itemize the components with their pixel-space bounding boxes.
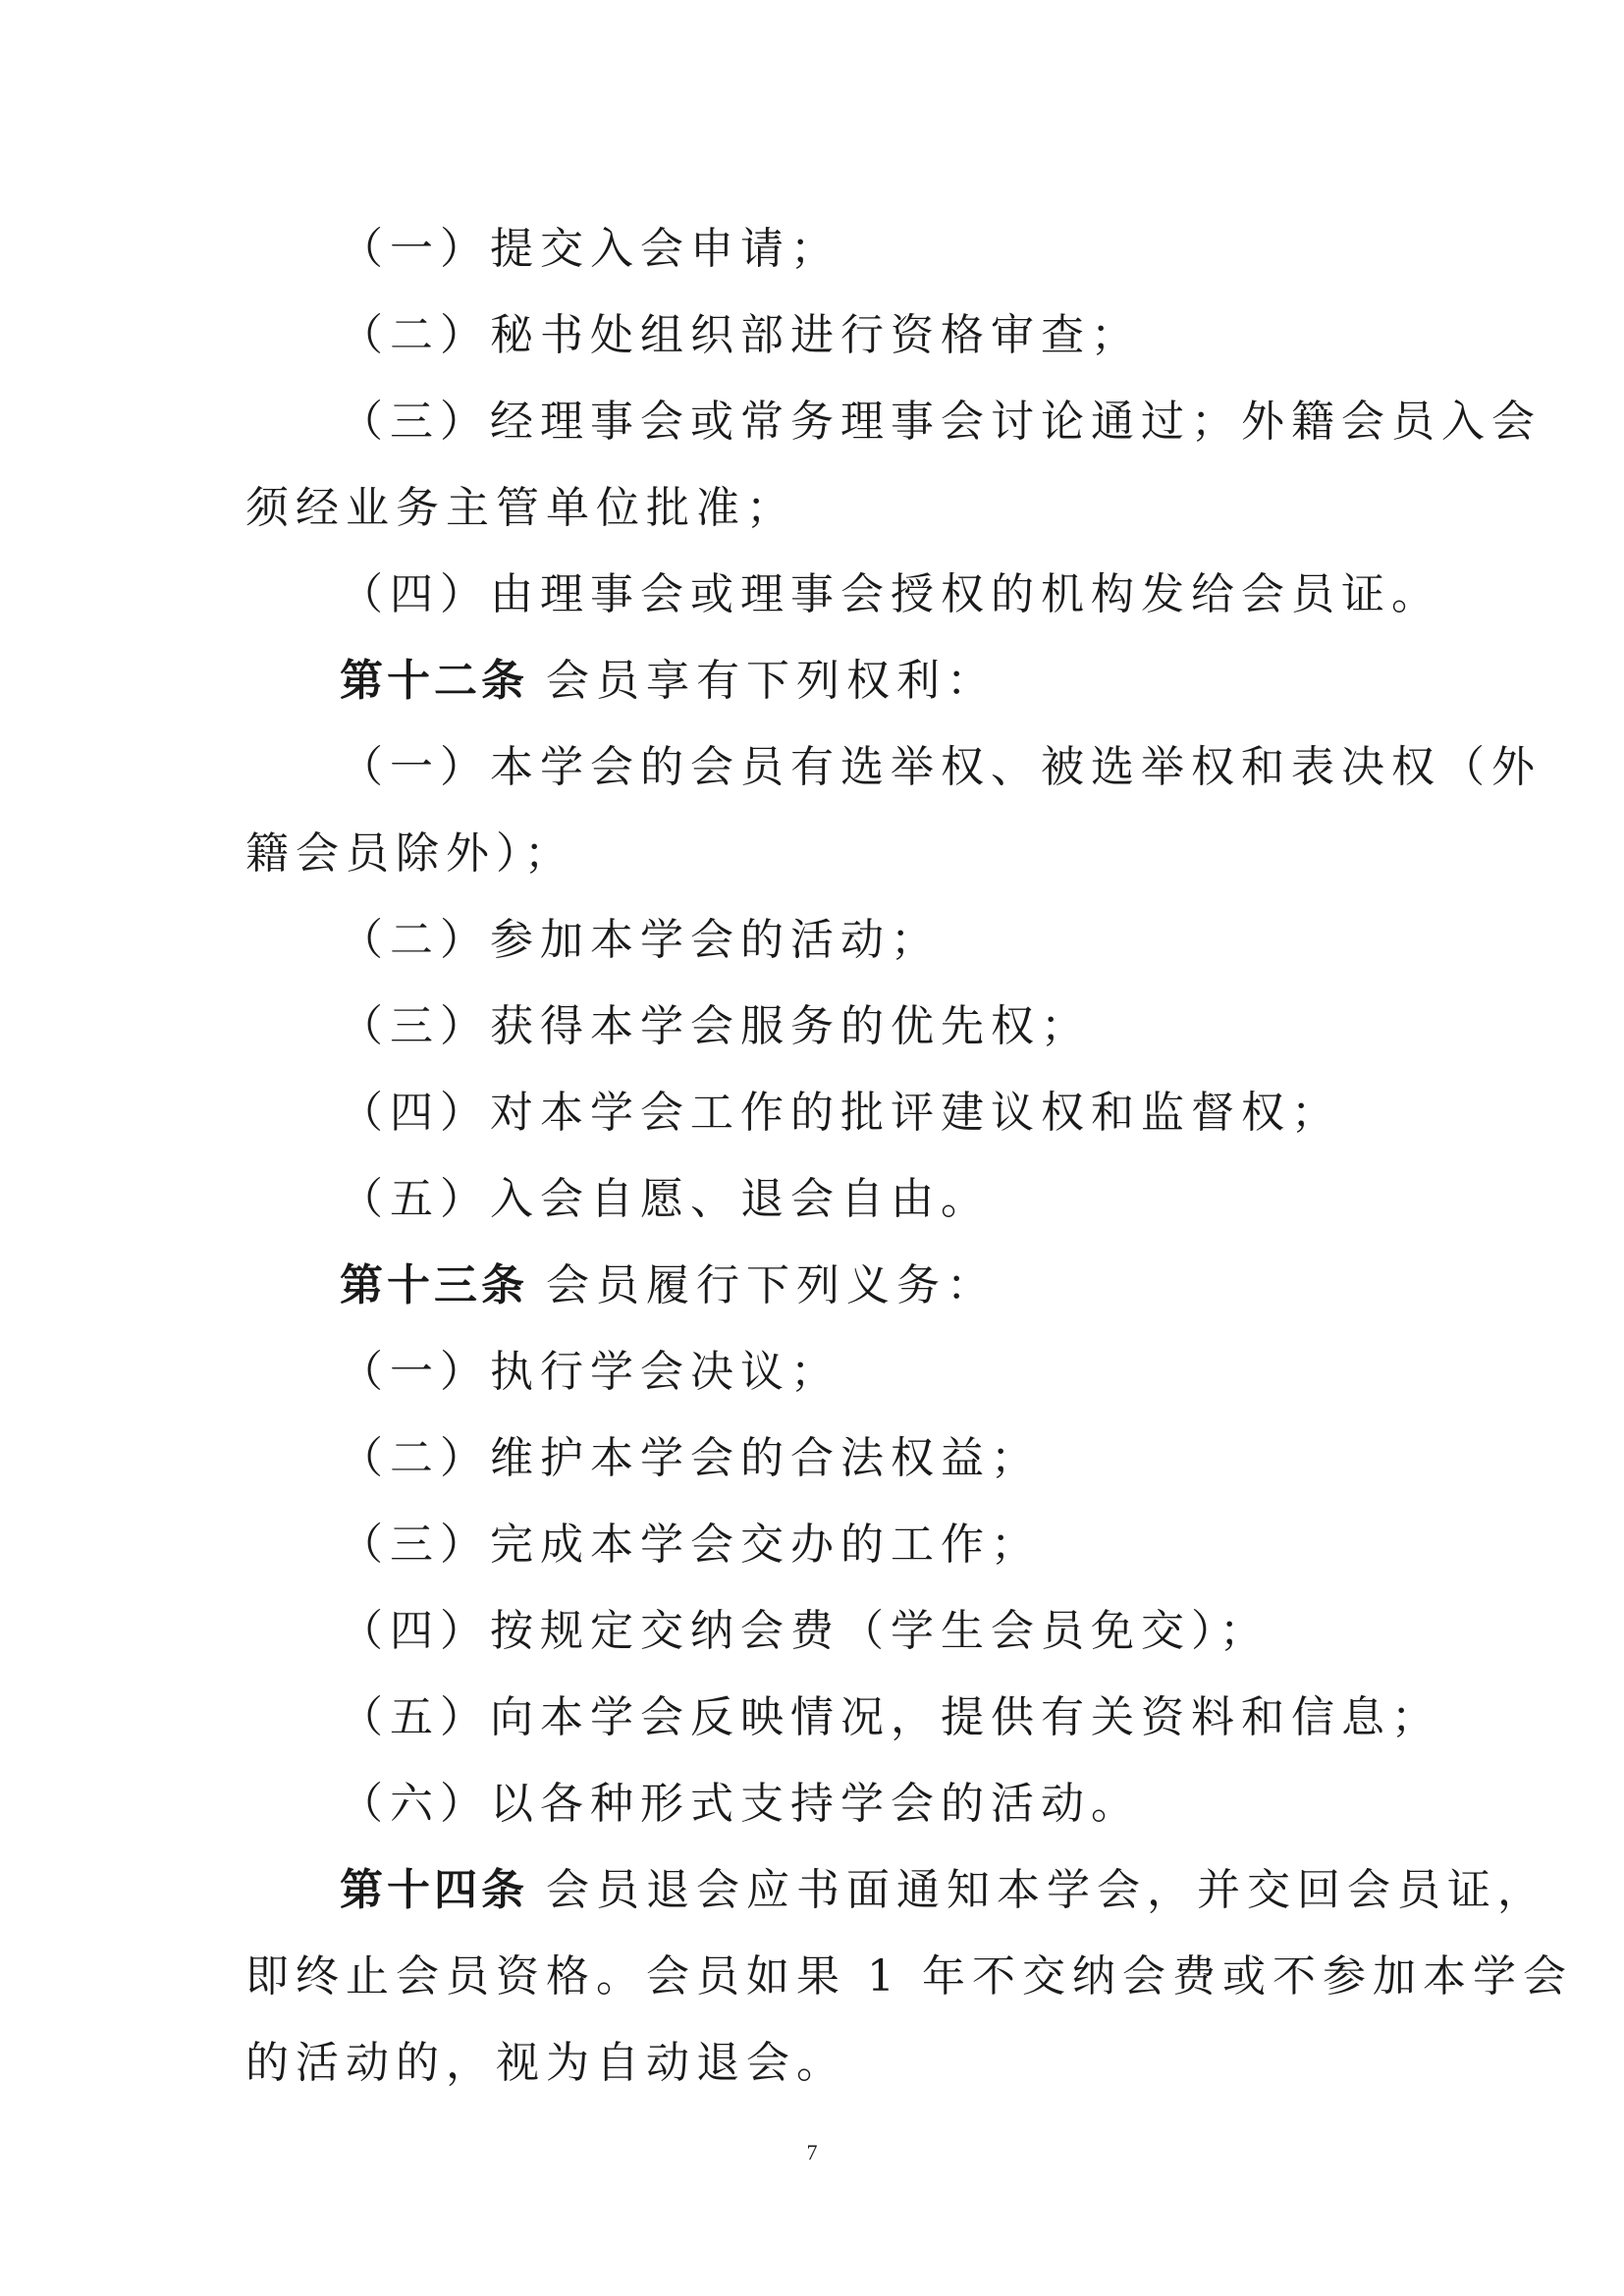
article13-item-2: （二）维护本学会的合法权益； [340, 1433, 1041, 1483]
article12-item-4: （四）对本学会工作的批评建议权和监督权； [340, 1088, 1341, 1138]
article14-line-3: 的活动的，视为自动退会。 [245, 2038, 846, 2088]
article13-item-3: （三）完成本学会交办的工作； [340, 1520, 1041, 1570]
article11-step-3-continued: 须经业务主管单位批准； [245, 483, 796, 533]
article11-step-4: （四）由理事会或理事会授权的机构发给会员证。 [340, 569, 1441, 619]
article13-item-5: （五）向本学会反映情况，提供有关资料和信息； [340, 1692, 1441, 1742]
article13-intro: 会员履行下列义务： [546, 1260, 997, 1310]
article13-item-4: （四）按规定交纳会费（学生会员免交）； [340, 1606, 1270, 1656]
article13-heading: 第十三条 [340, 1260, 528, 1310]
article11-step-1: （一）提交入会申请； [340, 224, 840, 274]
article12-item-1-continued: 籍会员除外）； [245, 828, 574, 879]
article-body [245, 206, 1573, 2107]
article12-item-5: （五）入会自愿、退会自由。 [340, 1174, 991, 1224]
article12-heading: 第十二条 [340, 656, 528, 706]
article14-text: 会员退会应书面通知本学会，并交回会员证， [546, 1865, 1547, 1915]
article12-item-2: （二）参加本学会的活动； [340, 915, 941, 965]
article13-header [245, 1243, 1394, 1329]
article14-heading: 第十四条 [340, 1865, 528, 1915]
article13-item-6: （六）以各种形式支持学会的活动。 [340, 1779, 1141, 1829]
article12-item-1: （一）本学会的会员有选举权、被选举权和表决权（外 [340, 742, 1542, 792]
article11-step-3: （三）经理事会或常务理事会讨论通过；外籍会员入会 [340, 397, 1542, 447]
article12-header [245, 638, 1394, 724]
article11-step-2: （二）秘书处组织部进行资格审查； [340, 310, 1141, 360]
article14-line-1 [245, 1847, 1547, 1934]
article12-item-3: （三）获得本学会服务的优先权； [340, 1001, 1091, 1051]
article13-item-1: （一）执行学会决议； [340, 1347, 840, 1397]
article14-line-2: 即终止会员资格。会员如果 1 年不交纳会费或不参加本学会 [245, 1951, 1573, 2002]
article12-intro: 会员享有下列权利： [546, 656, 997, 706]
page-number: 7 [806, 2140, 818, 2164]
